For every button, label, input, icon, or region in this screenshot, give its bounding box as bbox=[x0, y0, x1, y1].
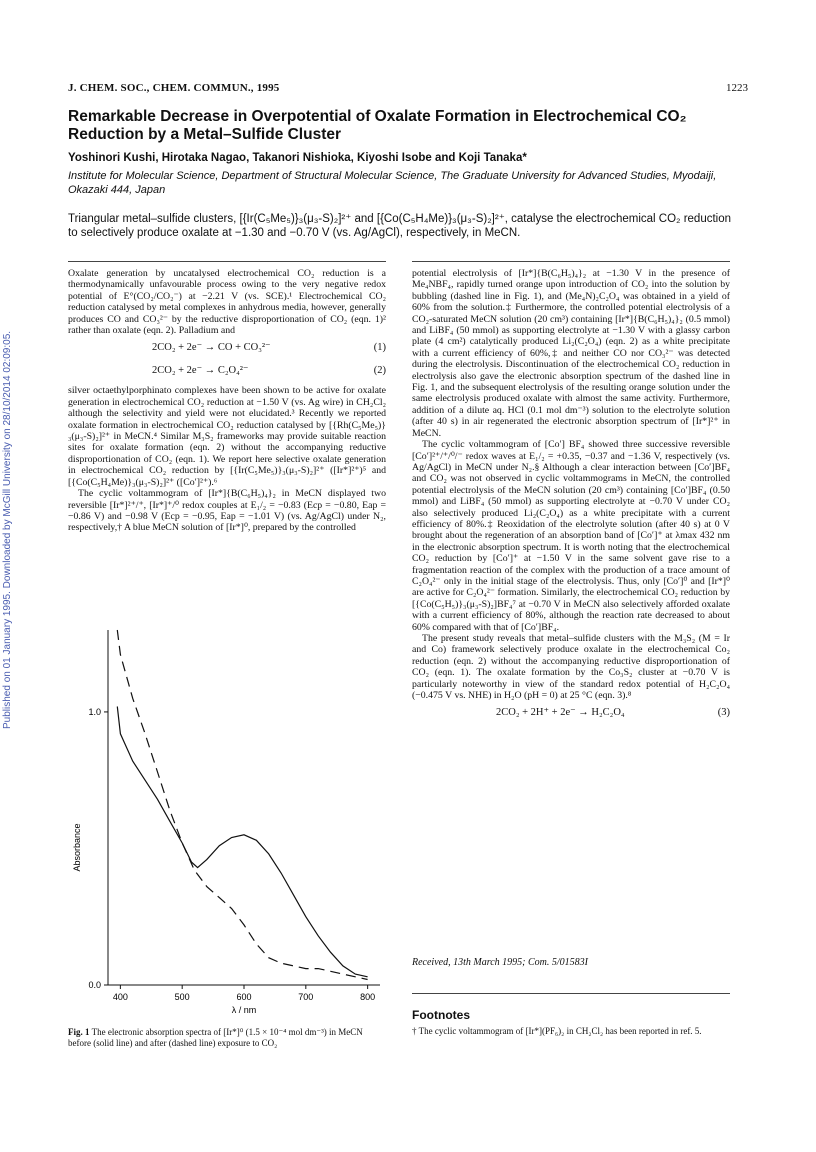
footnote-text: † The cyclic voltammogram of [Ir*](PF₆)₂ in CH₂Cl₂ has been reported in ref. 5. bbox=[412, 1026, 702, 1036]
equation-1 bbox=[68, 339, 386, 359]
abstract: Triangular metal–sulfide clusters, [{Ir(C₅Me₅)}₃(μ₃-S)₂]²⁺ and [{Co(C₅H₄Me)}₃(μ₃-S)₂]²⁺, catalyse the electrochemical CO₂ reduction to selectively produce oxalate at −1.30 and −0.70 V (vs. Ag/AgCl), respectively, in MeCN. bbox=[68, 213, 732, 239]
x-tick-label-500: 500 bbox=[174, 992, 190, 1002]
column-right bbox=[412, 268, 730, 727]
received-date: Received, 13th March 1995; Com. 5/01583I bbox=[412, 957, 588, 968]
paragraph-ir-electrolysis: potential electrolysis of [Ir*]{B(C₆H₅)₄}₂ at −1.30 V in the presence of Me₄NBF₄, rapidly turned orange upon introduction of CO₂ into the solution by bubbling (dashed line in Fig. 1), and (Me₄N)₂C₂O₄ was obtained in a yield of 60% from the solution.‡ Furthermore, the controlled potential electrolysis of a CO₂-saturated MeCN solution (20 cm³) containing [Ir*]{B(C₆H₅)₄}₂ (0.5 mmol) and LiBF₄ (50 mmol) as supporting electrolyte at −1.30 V with a glassy carbon plate (4 cm²) catalytically produced Li₂(C₂O₄) (eqn. 2) as a white precipitate with a current efficiency of 60%,‡ and neither CO nor CO₃²⁻ was detected during the electrolysis. Discontinuation of the electrochemical CO₂ reduction in electrolysis also gave the electronic absorption spectrum of the dashed line in Fig. 1, and the subsequent electrolysis of the resulting orange solution under the same electrolysis produced oxalate with almost the same activity. Furthermore, addition of a dilute aq. HCl (0.1 mol dm⁻³) solution to the electrolyte solution (after 40 s) in air regenerated the electronic absorption spectrum of [Ir*]²⁺ in MeCN. bbox=[412, 268, 730, 439]
equation-2 bbox=[68, 362, 386, 382]
footnotes-heading: Footnotes bbox=[412, 1008, 470, 1022]
author-list: Yoshinori Kushi, Hirotaka Nagao, Takanori Nishioka, Kiyoshi Isobe and Koji Tanaka* bbox=[68, 152, 527, 164]
absorption-spectrum-chart bbox=[68, 620, 386, 1020]
paragraph-cyclic-voltammogram: The cyclic voltammogram of [Ir*]{B(C₆H₅)₄}₂ in MeCN displayed two reversible [Ir*]²⁺/⁺, [Ir*]⁺/⁰ redox couples at E₁/₂ = −0.83 (Ecp = −0.80, Eap = −0.86 V) and −0.98 V (Ecp = −0.95, Eap = −1.01 V) (vs. Ag/AgCl) under N₂, respectively,† A blue MeCN solution of [Ir*]⁰, prepared by the controlled bbox=[68, 488, 386, 534]
x-axis-label: λ / nm bbox=[231, 1005, 257, 1015]
series-line-solid bbox=[117, 707, 367, 977]
figure-caption bbox=[68, 1027, 386, 1049]
publication-side-note: Published on 01 January 1995. Downloaded by McGill University on 28/10/2014 02:09:05. bbox=[2, 330, 13, 730]
figure-label: Fig. 1 bbox=[68, 1027, 90, 1037]
paragraph-co-cluster: The cyclic voltammogram of [Co′] BF₄ showed three successive reversible [Co′]²⁺/⁺/⁰/⁻ redox waves at E₁/₂ = +0.35, −0.37 and −1.36 V, respectively (vs. Ag/AgCl) in MeCN under N₂.§ Although a clear interaction between [Co′]BF₄ and CO₂ was not observed in cyclic voltammograms in MeCN, the controlled potential electrolysis of the MeCN solution (20 cm³) containing [Co′]BF₄ (0.50 mmol) and LiBF₄ (50 mmol) as supporting electrolyte at −0.70 V under CO₂ also selectively produced Li₂(C₂O₄) as a white precipitate with a current efficiency of 80%.‡ Reoxidation of the electrolyte solution (after 40 s) at 0 V brought about the regeneration of an absorption band of [Co′]⁺ at λmax 432 nm in the electronic absorption spectrum. It is worth noting that the electrochemical CO₂ reduction by [Co′]⁺ at −1.50 V in the same solvent gave rise to a fragmentation reaction of the complex with the production of a trace amount of C₂O₄²⁻ only in the initial stage of the electrolysis. Thus, only [Co′]⁰ and [Ir*]⁰ are active for C₂O₄²⁻ formation. Similarly, the electrochemical CO₂ reduction by [{Co(C₅H₅)}₃(μ₃-S)₂]BF₄⁷ at −0.70 V in MeCN also selectively afforded oxalate with a current efficiency of 80%, although the reaction rate decreased to about 60% compared with that of [Co′]BF₄. bbox=[412, 439, 730, 633]
y-axis-label: Absorbance bbox=[72, 823, 82, 872]
paragraph-intro: Oxalate generation by uncatalysed electrochemical CO₂ reduction is a thermodynamically unfavourable process owing to the very negative redox potential of E°(CO₂/CO₂⁻) at −2.21 V (vs. SCE).¹ Electrochemical CO₂ reduction catalysed by metal complexes in anhydrous media, however, generally produces CO and CO₃²⁻ by the reductive disproportionation of CO₂ (eqn. 1)² rather than oxalate (eqn. 2). Palladium and bbox=[68, 268, 386, 337]
divider-left bbox=[68, 261, 386, 262]
y-tick-label-1: 1.0 bbox=[88, 706, 101, 717]
paragraph-background: silver octaethylporphinato complexes have been shown to be active for oxalate generation in electrochemical CO₂ reduction at −1.50 V (vs. Ag wire) in CH₂Cl₂ although the selectivity and yield were not elucidated.³ Recently we reported oxalate formation in electrochemical CO₂ reduction catalysed by [{Rh(C₅Me₅)}₃(μ₃-S)₂]²⁺ in MeCN.⁴ Similar M₃S₂ frameworks may provide suitable reaction sites for oxalate formation (eqn. 2) without the accompanying reductive disproportionation of CO₂ (eqn. 1). We report here selective oxalate generation in electrochemical CO₂ reduction by [{Ir(C₅Me₅)}₃(μ₃-S)₂]²⁺ ([Ir*]²⁺)⁵ and [{Co(C₅H₄Me)}₃(μ₃-S)₂]²⁺ ([Co′]²⁺).⁶ bbox=[68, 385, 386, 488]
journal-name: J. CHEM. SOC., CHEM. COMMUN., 1995 bbox=[68, 82, 280, 94]
equation-1-number: (1) bbox=[373, 342, 386, 354]
x-tick-label-400: 400 bbox=[112, 992, 128, 1002]
chart-axes bbox=[72, 630, 380, 1015]
column-left bbox=[68, 268, 386, 534]
article-title: Remarkable Decrease in Overpotential of Oxalate Formation in Electrochemical CO₂ Reduction by a Metal–Sulfide Cluster bbox=[68, 108, 687, 143]
divider-right bbox=[412, 261, 730, 262]
equation-3-expression: 2CO₂ + 2H⁺ + 2e⁻ → H₂C₂O₄ bbox=[496, 707, 625, 719]
series-line-dashed bbox=[117, 630, 367, 980]
page-number: 1223 bbox=[726, 82, 748, 94]
equation-3 bbox=[412, 704, 730, 724]
x-tick-label-600: 600 bbox=[236, 992, 252, 1002]
figure-caption-text: The electronic absorption spectra of [Ir*]⁰ (1.5 × 10⁻⁴ mol dm⁻³) in MeCN before (solid line) and after (dashed line) exposure to CO₂ bbox=[68, 1027, 363, 1048]
affiliation: Institute for Molecular Science, Department of Structural Molecular Science, The Graduate University for Advanced Studies, Myodaiji, Okazaki 444, Japan bbox=[68, 170, 717, 196]
equation-2-number: (2) bbox=[373, 365, 386, 377]
equation-3-number: (3) bbox=[717, 707, 730, 719]
x-tick-label-700: 700 bbox=[298, 992, 314, 1002]
equation-2-expression: 2CO₂ + 2e⁻ → C₂O₄²⁻ bbox=[152, 365, 249, 377]
footnotes-divider bbox=[412, 993, 730, 994]
running-header bbox=[68, 82, 748, 98]
chart-marks bbox=[117, 630, 367, 980]
y-tick-label-0: 0.0 bbox=[88, 980, 101, 990]
figure-1 bbox=[68, 620, 386, 1020]
equation-1-expression: 2CO₂ + 2e⁻ → CO + CO₃²⁻ bbox=[152, 342, 271, 354]
paragraph-conclusion: The present study reveals that metal–sulfide clusters with the M₃S₂ (M = Ir and Co) framework selectively produce oxalate in the electrochemical Co₂ reduction (eqn. 2) without the accompanying reductive disproportionation of CO₂ (eqn. 1). The oxalate formation by the Co₃S₂ cluster at −0.70 V is particularly noteworthy in view of the standard redox potential of H₂C₂O₄ (−0.475 V vs. NHE) in H₂O (pH = 0) at 25 °C (eqn. 3).⁸ bbox=[412, 633, 730, 702]
x-tick-label-800: 800 bbox=[360, 992, 376, 1002]
